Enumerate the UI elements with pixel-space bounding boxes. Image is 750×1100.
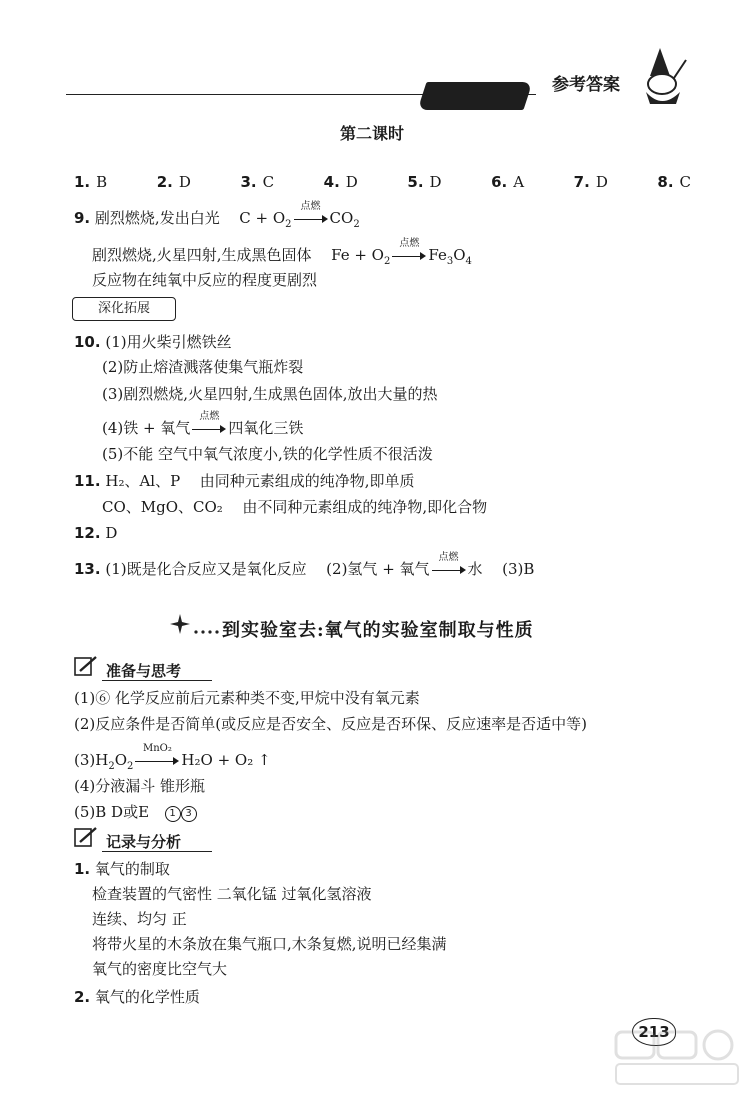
q12-answer: 12. D bbox=[74, 524, 118, 542]
prep-line3: $(3)H_2O_2$ MnO₂ H₂O + O₂ ↑ bbox=[74, 743, 271, 772]
q13-answer: 13. (1)既是化合反应又是氧化反应 (2)氢气 + 氧气 点燃 水 (3)B bbox=[74, 552, 535, 578]
record-q1-title: 1. 氧气的制取 bbox=[74, 860, 170, 878]
q10-part2: (2)防止熔渣溅落使集气瓶炸裂 bbox=[102, 358, 304, 376]
mc-answer-7: 7. D bbox=[573, 173, 608, 191]
header-rule bbox=[66, 78, 536, 100]
q10-part3: (3)剧烈燃烧,火星四射,生成黑色固体,放出大量的热 bbox=[102, 385, 438, 403]
page-number: 213 bbox=[632, 1018, 676, 1046]
q11-line2: CO、MgO、CO₂ 由不同种元素组成的纯净物,即化合物 bbox=[102, 498, 488, 516]
prep-line4: (4)分液漏斗 锥形瓶 bbox=[74, 777, 206, 795]
q10-part1: 10. (1)用火柴引燃铁丝 bbox=[74, 333, 232, 351]
section-title: 到实验室去:氧气的实验室制取与性质 bbox=[222, 620, 534, 641]
q11-line1: 11. H₂、Al、P 由同种元素组成的纯净物,即单质 bbox=[74, 472, 415, 490]
mc-answer-4: 4. D bbox=[323, 173, 358, 191]
mc-answers-row bbox=[74, 172, 691, 192]
record-q1-line1: 检查装置的气密性 二氧化锰 过氧化氢溶液 bbox=[92, 885, 372, 903]
q9-line1: 9. 剧烈燃烧,发出白光 $C + O_2$ 点燃 $CO_2$ bbox=[74, 201, 360, 230]
mc-answer-5: 5. D bbox=[407, 173, 442, 191]
extension-label: 深化拓展 bbox=[72, 297, 176, 321]
header-title: 参考答案 bbox=[552, 75, 620, 95]
q9-equation-2: $Fe + O_2$ 点燃 $Fe_3O_4$ bbox=[331, 238, 472, 267]
section-star-icon bbox=[168, 612, 220, 642]
mc-answer-8: 8. C bbox=[657, 173, 692, 191]
record-heading: 记录与分析 bbox=[106, 833, 182, 851]
lesson-title: 第二课时 bbox=[340, 124, 405, 143]
mc-answer-6: 6. A bbox=[491, 173, 525, 191]
prep-line1: (1)⑥ 化学反应前后元素种类不变,甲烷中没有氧元素 bbox=[74, 689, 420, 707]
watermark-logo bbox=[612, 1028, 742, 1088]
circled-3: 3 bbox=[181, 806, 197, 822]
record-q2-title: 2. 氧气的化学性质 bbox=[74, 988, 200, 1006]
record-q1-line2: 连续、均匀 正 bbox=[92, 910, 187, 928]
mc-answer-3: 3. C bbox=[240, 173, 275, 191]
q9-line3: 反应物在纯氧中反应的程度更剧烈 bbox=[92, 271, 318, 289]
record-heading-underline bbox=[102, 851, 212, 852]
record-q1-line4: 氧气的密度比空气大 bbox=[92, 960, 228, 978]
circled-1: 1 bbox=[165, 806, 181, 822]
header-badge bbox=[417, 82, 532, 110]
prep-heading-underline bbox=[102, 680, 212, 681]
mc-answer-1: 1. B bbox=[74, 173, 108, 191]
prep-line5: (5)B D或E 1 3 bbox=[74, 802, 197, 822]
q9-line2: 剧烈燃烧,火星四射,生成黑色固体 $Fe + O_2$ 点燃 $Fe_3O_4$ bbox=[92, 238, 472, 267]
q9-equation-1: $C + O_2$ 点燃 $CO_2$ bbox=[239, 201, 360, 230]
pencil-note-icon bbox=[74, 655, 98, 681]
prep-line2: (2)反应条件是否简单(或反应是否安全、反应是否环保、反应速率是否适中等) bbox=[74, 715, 587, 733]
q10-part5: (5)不能 空气中氧气浓度小,铁的化学性质不很活泼 bbox=[102, 445, 433, 463]
q10-part4: (4)铁 + 氧气 点燃 四氧化三铁 bbox=[102, 411, 304, 437]
mc-answer-2: 2. D bbox=[156, 173, 191, 191]
wizard-mascot-icon bbox=[640, 48, 688, 110]
pencil-note-icon bbox=[74, 826, 98, 852]
record-q1-line3: 将带火星的木条放在集气瓶口,木条复燃,说明已经集满 bbox=[92, 935, 447, 953]
prep-heading: 准备与思考 bbox=[106, 662, 182, 680]
